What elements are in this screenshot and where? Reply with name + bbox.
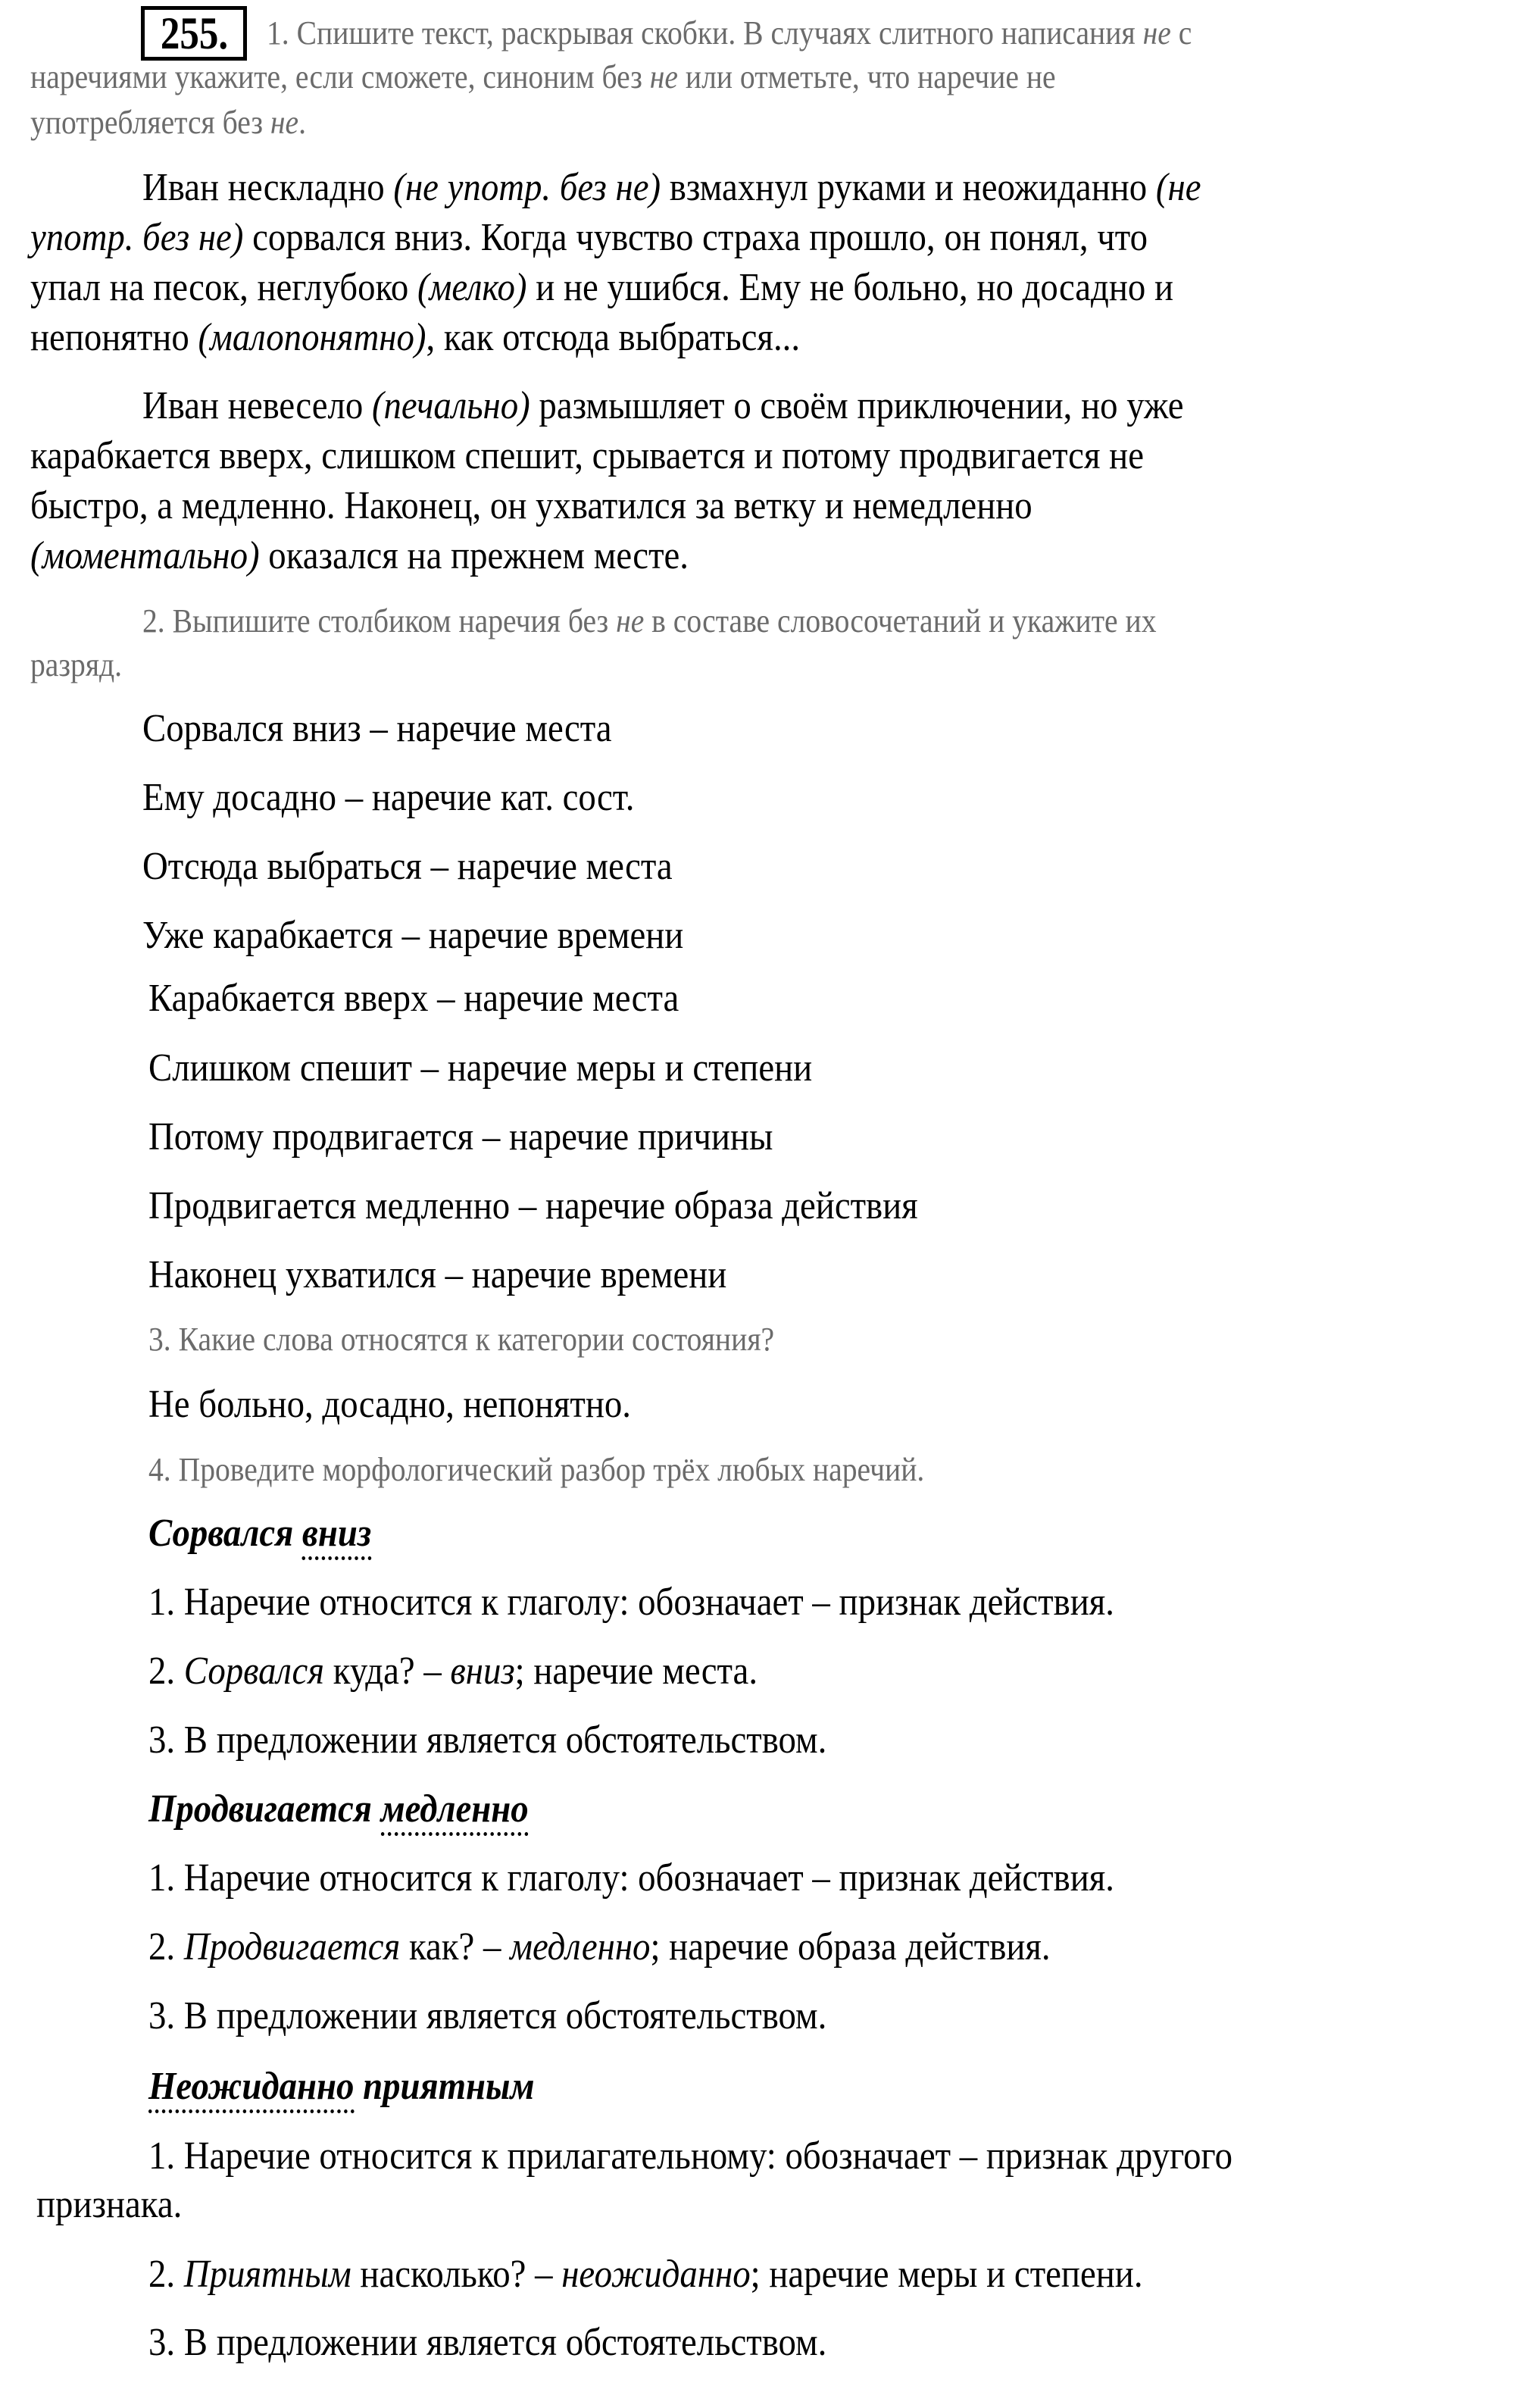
text-underlined: вниз [302, 1512, 371, 1560]
text: или отметьте, что наречие не [677, 58, 1056, 95]
paragraph2-line1 [142, 386, 1183, 426]
text: Иван невесело [142, 384, 372, 427]
text: сорвался вниз. Когда чувство страха прошло, он понял, что [243, 216, 1148, 259]
text-italic: (не употр. без не) [393, 166, 661, 209]
parse2-heading [148, 1787, 529, 1831]
adverb-list-item: Слишком спешит – наречие меры и степени [148, 1046, 813, 1090]
text-italic: медленно [510, 1925, 651, 1969]
text: в составе словосочетаний и укажите их [644, 602, 1157, 640]
text: Сорвался [148, 1512, 302, 1555]
text-italic: (моментально) [30, 534, 260, 577]
exercise-number-box [141, 6, 247, 61]
text-italic: неожиданно [561, 2253, 751, 2296]
adverb-list-item: Сорвался вниз – наречие места [142, 707, 612, 750]
text: ; наречие места. [514, 1650, 758, 1693]
text: оказался на прежнем месте. [259, 534, 689, 577]
text: упал на песок, неглубоко [30, 266, 417, 309]
text: непонятно [30, 316, 198, 359]
parse3-point3: 3. В предложении является обстоятельством. [148, 2321, 827, 2364]
text-italic: Продвигается [183, 1925, 401, 1969]
text: 1. Спишите текст, раскрывая скобки. В случаях слитного написания [267, 14, 1143, 52]
text: ; наречие образа действия. [650, 1925, 1051, 1969]
adverb-list-item: Наконец ухватился – наречие времени [148, 1253, 727, 1296]
text: 2. [148, 1650, 184, 1693]
text: 2. [148, 2253, 184, 2296]
text: наречиями укажите, если сможете, синоним без [30, 58, 650, 95]
parse3-point1: 1. Наречие относится к прилагательному: обозначает – признак другого [148, 2134, 1232, 2178]
text: как? – [400, 1925, 511, 1969]
adverb-list-item: Продвигается медленно – наречие образа действия [148, 1184, 918, 1227]
text: приятным [354, 2065, 535, 2108]
paragraph1-line2 [30, 218, 1148, 258]
text: взмахнул руками и неожиданно [661, 166, 1156, 209]
task2-line1 [142, 602, 1157, 640]
text: . [298, 104, 306, 141]
text-italic: не [616, 602, 645, 640]
text-italic: вниз [450, 1650, 515, 1693]
paragraph2-line2: карабкается вверх, слишком спешит, срывается и потому продвигается не [30, 434, 1144, 477]
parse3-heading [148, 2067, 535, 2106]
parse3-point1-cont: признака. [36, 2183, 183, 2226]
paragraph2-line3: быстро, а медленно. Наконец, он ухватился за ветку и немедленно [30, 484, 1032, 527]
task2-line2: разряд. [30, 646, 123, 683]
parse1-point2 [148, 1652, 758, 1691]
adverb-list-item: Карабкается вверх – наречие места [148, 977, 679, 1020]
adverb-list-item: Потому продвигается – наречие причины [148, 1115, 773, 1159]
text-italic: (малопонятно) [198, 316, 426, 359]
exercise-number: 255. [160, 8, 228, 58]
text-italic: Сорвался [183, 1650, 325, 1693]
parse3-point2 [148, 2255, 1143, 2294]
text: , как отсюда выбраться... [426, 316, 801, 359]
text: с [1170, 14, 1192, 52]
text-underlined: Неожиданно [148, 2065, 354, 2113]
task3-question: 3. Какие слова относятся к категории состояния? [148, 1321, 775, 1358]
text-underlined: медленно [381, 1787, 529, 1836]
text-italic: употр. без не) [30, 216, 244, 259]
paragraph1-line4 [30, 318, 800, 358]
task1-line2 [30, 58, 1056, 95]
parse1-point3: 3. В предложении является обстоятельством. [148, 1718, 827, 1762]
text-italic: Приятным [183, 2253, 351, 2296]
text-italic: не [270, 104, 299, 141]
parse1-heading [148, 1514, 371, 1553]
text: 2. [148, 1925, 184, 1969]
text: и не ушибся. Ему не больно, но досадно и [526, 266, 1174, 309]
task1-line1 [267, 14, 1192, 52]
text: употребляется без [30, 104, 270, 141]
parse2-point1: 1. Наречие относится к глаголу: обозначает – признак действия. [148, 1856, 1114, 1900]
text: Иван нескладно [142, 166, 394, 209]
text: 2. Выпишите столбиком наречия без [142, 602, 617, 640]
text: куда? – [324, 1650, 451, 1693]
text-italic: (мелко) [417, 266, 527, 309]
paragraph2-line4 [30, 536, 689, 576]
task4-question: 4. Проведите морфологический разбор трёх любых наречий. [148, 1451, 925, 1488]
text: размышляет о своём приключении, но уже [530, 384, 1184, 427]
text: ; наречие меры и степени. [750, 2253, 1143, 2296]
task1-line3 [30, 106, 306, 139]
parse2-point2 [148, 1925, 1051, 1969]
text-italic: (печально) [371, 384, 530, 427]
paragraph1-line3 [30, 268, 1173, 308]
text: насколько? – [351, 2253, 562, 2296]
text-italic: не [1142, 14, 1171, 52]
paragraph1-line1 [142, 168, 1201, 208]
parse2-point3: 3. В предложении является обстоятельством. [148, 1994, 827, 2037]
text-italic: (не [1155, 166, 1201, 209]
text: Продвигается [148, 1787, 381, 1831]
adverb-list-item: Ему досадно – наречие кат. сост. [142, 776, 635, 819]
parse1-point1: 1. Наречие относится к глаголу: обозначает – признак действия. [148, 1581, 1114, 1624]
adverb-list-item: Уже карабкается – наречие времени [142, 914, 684, 957]
text-italic: не [649, 58, 678, 95]
adverb-list-item: Отсюда выбраться – наречие места [142, 845, 673, 888]
task3-answer: Не больно, досадно, непонятно. [148, 1383, 631, 1426]
